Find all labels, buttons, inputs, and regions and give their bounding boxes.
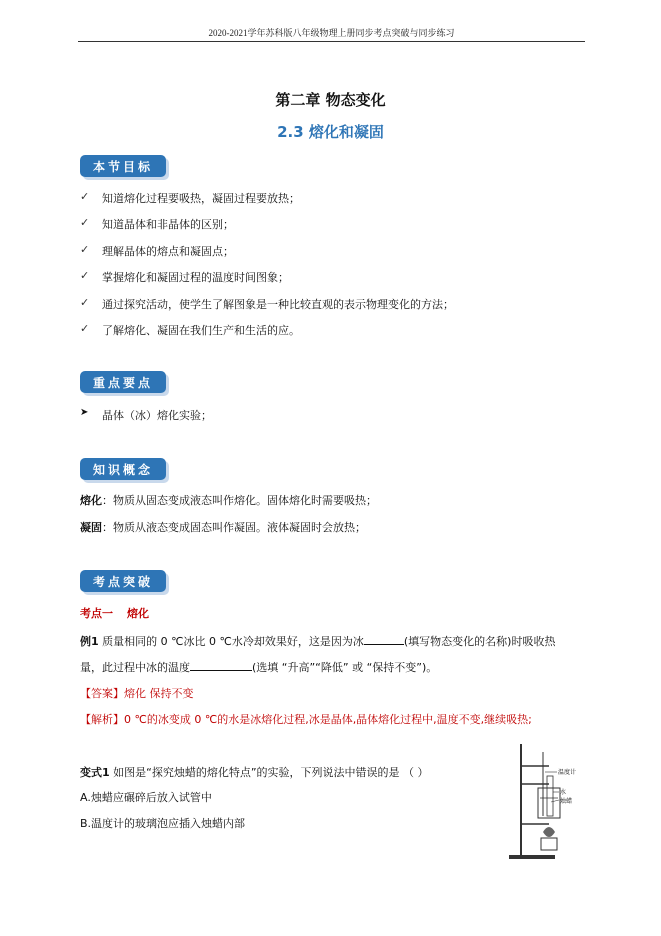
goal-item: 知道熔化过程要吸热，凝固过程要放热；: [102, 192, 300, 205]
exam-badge: 考点突破: [80, 570, 166, 592]
arrow-right-icon: ➤: [80, 407, 89, 418]
key-points-badge: 重点要点: [80, 371, 166, 393]
check-mark-icon: ✓: [80, 269, 90, 282]
variant-text: 如图是“探究烛蜡的熔化特点”的实验，下列说法中错误的是 （ ）: [113, 766, 429, 779]
analysis-text: 0 ℃的冰变成 0 ℃的水是冰熔化过程,冰是晶体,晶体熔化过程中,温度不变,继续吸热;: [124, 713, 532, 726]
example-label: 例1: [80, 635, 99, 648]
key-point-item: 晶体（冰）熔化实验；: [102, 409, 212, 422]
concept-melting-term: 熔化: [80, 494, 102, 507]
goal-item: 了解熔化、凝固在我们生产和生活的应。: [102, 324, 300, 337]
answer-line: [80, 685, 194, 701]
section-title: 2.3 熔化和凝固: [277, 123, 384, 141]
figure-label-thermometer: 温度计: [558, 769, 577, 776]
chapter-title: 第二章 物态变化: [275, 91, 386, 109]
concept-solidify-term: 凝固: [80, 521, 102, 534]
example-line-2: [80, 659, 437, 675]
analysis-label: 【解析】: [80, 713, 124, 726]
exam-point-heading: [80, 605, 149, 621]
option-a: A.烛蜡应碾碎后放入试管中: [80, 791, 212, 804]
check-mark-icon: ✓: [80, 216, 90, 229]
goal-item: 通过探究活动，使学生了解图象是一种比较直观的表示物理变化的方法；: [102, 298, 454, 311]
check-mark-icon: ✓: [80, 296, 90, 309]
example-text-2a: 量，此过程中冰的温度: [80, 661, 190, 674]
concept-solidify-definition: ：物质从液态变成固态叫作凝固。液体凝固时会放热；: [102, 521, 366, 534]
concepts-badge: 知识概念: [80, 458, 166, 480]
header-rule: [78, 41, 585, 42]
check-mark-icon: ✓: [80, 190, 90, 203]
goals-badge: 本节目标: [80, 155, 166, 177]
variant-label: 变式1: [80, 766, 110, 779]
variant-line: [80, 764, 429, 780]
answer-text: 熔化 保持不变: [124, 687, 194, 700]
exam-point-name: 熔化: [127, 607, 149, 620]
page-header: 2020-2021学年苏科版八年级物理上册同步考点突破与同步练习: [208, 28, 455, 38]
exam-point-label: 考点一: [80, 607, 113, 620]
goal-item: 理解晶体的熔点和凝固点；: [102, 245, 234, 258]
concept-melting: [80, 492, 377, 508]
goal-item: 掌握熔化和凝固过程的温度时间图象；: [102, 271, 289, 284]
figure-label-wax: 烛蜡: [560, 798, 573, 805]
check-mark-icon: ✓: [80, 322, 90, 335]
example-blank-2: [190, 660, 252, 671]
goal-item: 知道晶体和非晶体的区别；: [102, 218, 234, 231]
example-text-1b: (填写物态变化的名称)时吸收热: [403, 635, 556, 648]
check-mark-icon: ✓: [80, 243, 90, 256]
example-text-2b: (选填 “升高”“降低” 或 “保持不变”)。: [252, 661, 438, 674]
example-line-1: [80, 633, 555, 649]
example-blank-1: [364, 634, 404, 645]
option-b: B.温度计的玻璃泡应插入烛蜡内部: [80, 817, 246, 830]
figure-label-water: 水: [560, 789, 567, 796]
wax-melting-apparatus-figure: [505, 742, 583, 860]
example-text-1a: 质量相同的 0 ℃冰比 0 ℃水冷却效果好，这是因为冰: [102, 635, 364, 648]
analysis-line: [80, 711, 532, 727]
concept-melting-definition: ：物质从固态变成液态叫作熔化。固体熔化时需要吸热；: [102, 494, 377, 507]
answer-label: 【答案】: [80, 687, 124, 700]
concept-solidify: [80, 519, 366, 535]
